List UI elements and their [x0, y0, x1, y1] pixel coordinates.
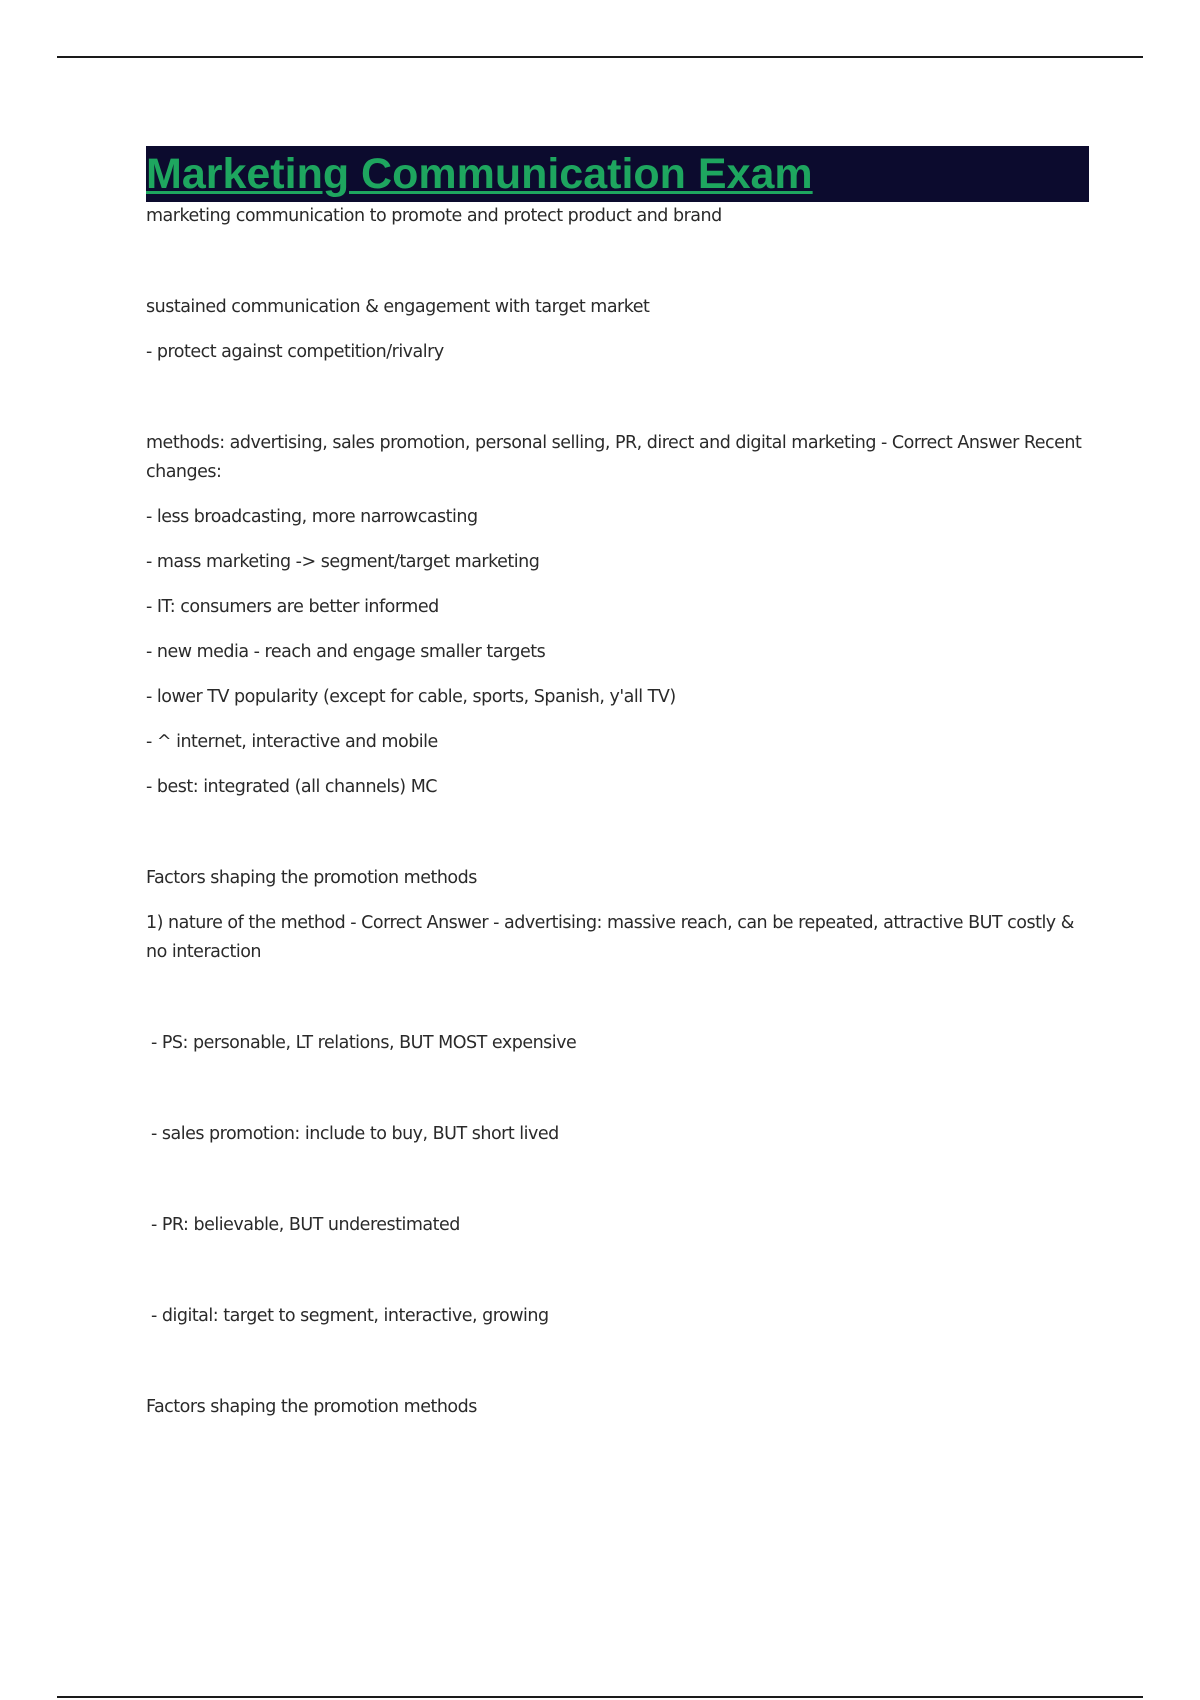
- list-item: - digital: target to segment, interactive, growing: [151, 1306, 549, 1326]
- list-item: - lower TV popularity (except for cable, sports, Spanish, y'all TV): [146, 687, 676, 707]
- list-item: - less broadcasting, more narrowcasting: [146, 507, 478, 527]
- list-item: - mass marketing -> segment/target marketing: [146, 552, 540, 572]
- document-body: [146, 202, 1089, 1422]
- list-item: - sales promotion: include to buy, BUT short lived: [151, 1124, 559, 1144]
- list-item: - PS: personable, LT relations, BUT MOST expensive: [151, 1033, 577, 1053]
- list-item: - IT: consumers are better informed: [146, 597, 439, 617]
- bottom-rule: [57, 1696, 1143, 1698]
- document-title: Marketing Communication Exam: [146, 150, 813, 198]
- document-content: [146, 146, 1089, 1422]
- paragraph-sustained: sustained communication & engagement with target market: [146, 297, 650, 317]
- paragraph-protect: - protect against competition/rivalry: [146, 342, 444, 362]
- list-item: - PR: believable, BUT underestimated: [151, 1215, 460, 1235]
- title-bar: [146, 146, 1089, 202]
- paragraph-nature-of-method: 1) nature of the method - Correct Answer - advertising: massive reach, can be repeated, attractive BUT costly & no interaction: [146, 913, 1074, 962]
- list-item: - ^ internet, interactive and mobile: [146, 732, 438, 752]
- paragraph-methods: methods: advertising, sales promotion, personal selling, PR, direct and digital marketing - Correct Answer Recent changes:: [146, 433, 1082, 482]
- list-item: - new media - reach and engage smaller targets: [146, 642, 546, 662]
- section-heading-factors: Factors shaping the promotion methods: [146, 868, 477, 888]
- section-heading-factors-repeat: Factors shaping the promotion methods: [146, 1397, 477, 1417]
- paragraph-intro: marketing communication to promote and protect product and brand: [146, 206, 722, 226]
- list-item: - best: integrated (all channels) MC: [146, 777, 438, 797]
- top-rule: [57, 56, 1143, 58]
